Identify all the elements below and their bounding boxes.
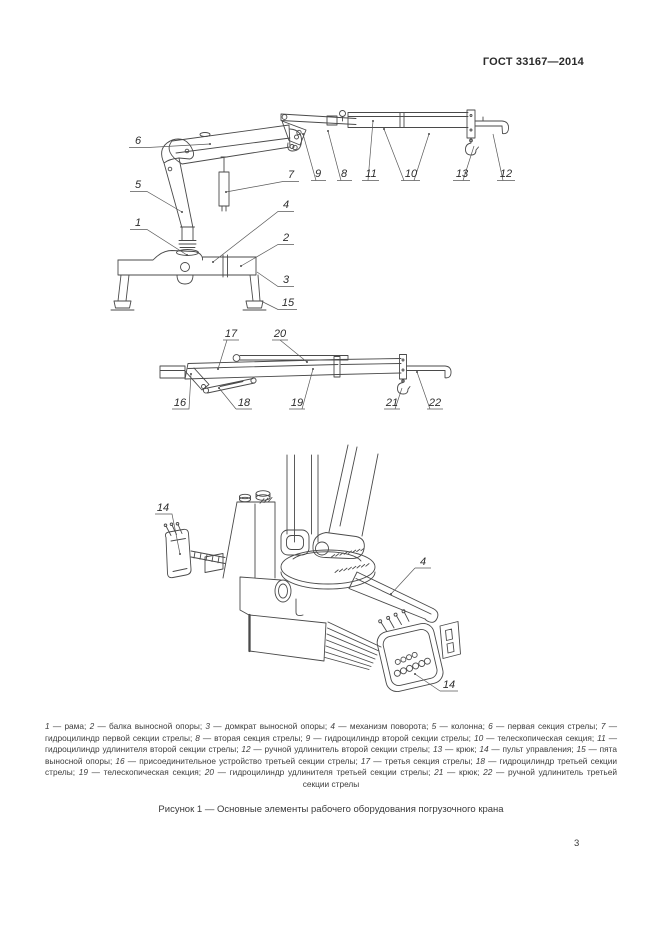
crane-column-and-rotation — [162, 139, 199, 256]
legend-item — [115, 756, 361, 766]
crane-base-perspective-drawing — [135, 438, 475, 713]
callout-3: 3 — [282, 274, 290, 286]
legend-item-text: — балка выносной опоры; — [94, 721, 206, 731]
legend-item-number: 5 — [431, 721, 437, 731]
legend-item-number: 11 — [597, 732, 606, 743]
legend-item — [361, 756, 476, 766]
page-number: 3 — [574, 838, 580, 849]
right-control-console — [371, 604, 445, 694]
legend-item-number: 2 — [89, 721, 95, 731]
legend-item — [241, 744, 433, 754]
legend-item-number: 8 — [195, 732, 200, 743]
callout-22: 22 — [428, 397, 442, 409]
callout-leader-lines — [172, 340, 443, 409]
callout-17: 17 — [224, 328, 238, 340]
fig3-callouts — [155, 502, 458, 691]
callout-16: 16 — [173, 397, 187, 409]
legend-item-text: — первая секция стрелы; — [492, 721, 601, 731]
legend-item — [205, 767, 434, 777]
legend-item — [488, 721, 601, 731]
legend-item-number: 13 — [432, 744, 443, 754]
standard-number-header: ГОСТ 33167—2014 — [482, 56, 584, 68]
legend-item-number: 4 — [330, 721, 336, 731]
legend-item-text: — телескопическая секция; — [87, 767, 205, 777]
figure-legend — [45, 721, 617, 790]
legend-item-text: — телескопическая секция; — [483, 732, 598, 743]
legend-item — [433, 744, 479, 754]
legend-item-text: — домкрат выносной опоры; — [210, 721, 331, 731]
legend-item-text: — пята выносной опоры; — [45, 744, 617, 766]
figure-caption: Рисунок 1 — Основные элементы рабочего оборудования погрузочного крана — [158, 804, 504, 815]
legend-item-number: 18 — [475, 755, 485, 766]
callout-10: 10 — [404, 168, 418, 180]
legend-item-text: — вторая секция стрелы; — [199, 732, 306, 743]
legend-item — [79, 767, 205, 777]
legend-item — [479, 744, 576, 754]
legend-item — [474, 733, 597, 743]
callout-4: 4 — [282, 199, 290, 211]
legend-item — [195, 733, 305, 743]
callout-21: 21 — [385, 397, 399, 409]
legend-item — [432, 721, 489, 731]
callout-12: 12 — [499, 168, 513, 180]
callout-9: 9 — [314, 168, 322, 180]
legend-item-text: — присоединительное устройство третьей секции стрелы; — [124, 755, 361, 766]
oil-tank — [223, 491, 275, 578]
legend-item-number: 3 — [205, 721, 211, 731]
callout-14-left: 14 — [156, 502, 170, 514]
callout-15: 15 — [281, 297, 295, 309]
callout-5: 5 — [134, 179, 142, 191]
legend-item-text: — крюк; — [442, 744, 480, 754]
second-boom-section — [281, 110, 509, 155]
legend-item-number: 16 — [115, 755, 125, 766]
legend-item-text: — пульт управления; — [488, 744, 577, 754]
legend-item-text: — крюк; — [443, 767, 484, 777]
legend-item — [306, 733, 474, 743]
fig2-callouts — [172, 328, 443, 409]
base-body-and-hoses — [240, 577, 381, 670]
callout-8: 8 — [340, 168, 348, 180]
callout-18: 18 — [237, 397, 251, 409]
fig1-callouts — [129, 120, 515, 310]
crane-side-view-drawing — [105, 100, 517, 320]
callout-leader-lines — [129, 120, 515, 310]
legend-item-text: — ручной удлинитель третьей секции стрелы — [302, 767, 617, 789]
legend-item-number: 21 — [434, 767, 444, 777]
legend-item — [434, 767, 483, 777]
legend-item — [90, 721, 206, 731]
legend-item-text: — рама; — [49, 721, 90, 731]
legend-item — [330, 721, 431, 731]
callout-4: 4 — [419, 556, 427, 568]
legend-item-text: — гидроцилиндр второй секции стрелы; — [310, 732, 474, 743]
legend-item-text: — гидроцилиндр удлинителя второй секции стрелы; — [45, 732, 618, 754]
legend-item-text: — гидроцилиндр первой секции стрелы; — [45, 721, 617, 743]
legend-item-number: 17 — [360, 755, 371, 766]
legend-item-number: 6 — [488, 721, 493, 731]
callout-13: 13 — [455, 168, 469, 180]
third-boom-section-drawing — [150, 322, 470, 417]
legend-item-text: — гидроцилиндр третьей секции стрелы; — [45, 755, 617, 777]
legend-item-number: 1 — [45, 721, 50, 731]
legend-item-text: — колонна; — [436, 721, 489, 731]
callout-2: 2 — [282, 232, 290, 244]
crane-base-frame — [111, 251, 266, 311]
callout-20: 20 — [273, 328, 287, 340]
callout-7: 7 — [287, 169, 295, 181]
callout-19: 19 — [290, 397, 304, 409]
first-boom-section — [169, 125, 301, 211]
callout-14-right: 14 — [442, 679, 456, 691]
legend-item-number: 12 — [241, 744, 251, 754]
legend-item-text: — ручной удлинитель второй секции стрелы; — [250, 744, 433, 754]
legend-item-number: 9 — [305, 732, 311, 743]
callout-6: 6 — [134, 135, 142, 147]
legend-item — [205, 721, 330, 731]
legend-item — [45, 721, 90, 731]
legend-item-number: 22 — [483, 767, 493, 777]
legend-item-number: 20 — [204, 767, 214, 777]
column-and-booms — [281, 445, 378, 559]
legend-item-number: 15 — [576, 744, 586, 754]
legend-item-number: 7 — [600, 721, 606, 731]
legend-item-text: — гидроцилиндр удлинителя третьей секции стрелы; — [213, 767, 435, 777]
left-control-console — [164, 523, 225, 578]
callout-11: 11 — [365, 168, 377, 180]
legend-item-text: — механизм поворота; — [335, 721, 432, 731]
legend-item-text: — третья секция стрелы; — [370, 755, 476, 766]
legend-item-number: 19 — [78, 767, 88, 777]
callout-1: 1 — [134, 217, 142, 229]
legend-item-number: 10 — [473, 732, 484, 743]
legend-item-number: 14 — [479, 744, 489, 754]
callout-leader-lines — [155, 514, 458, 691]
